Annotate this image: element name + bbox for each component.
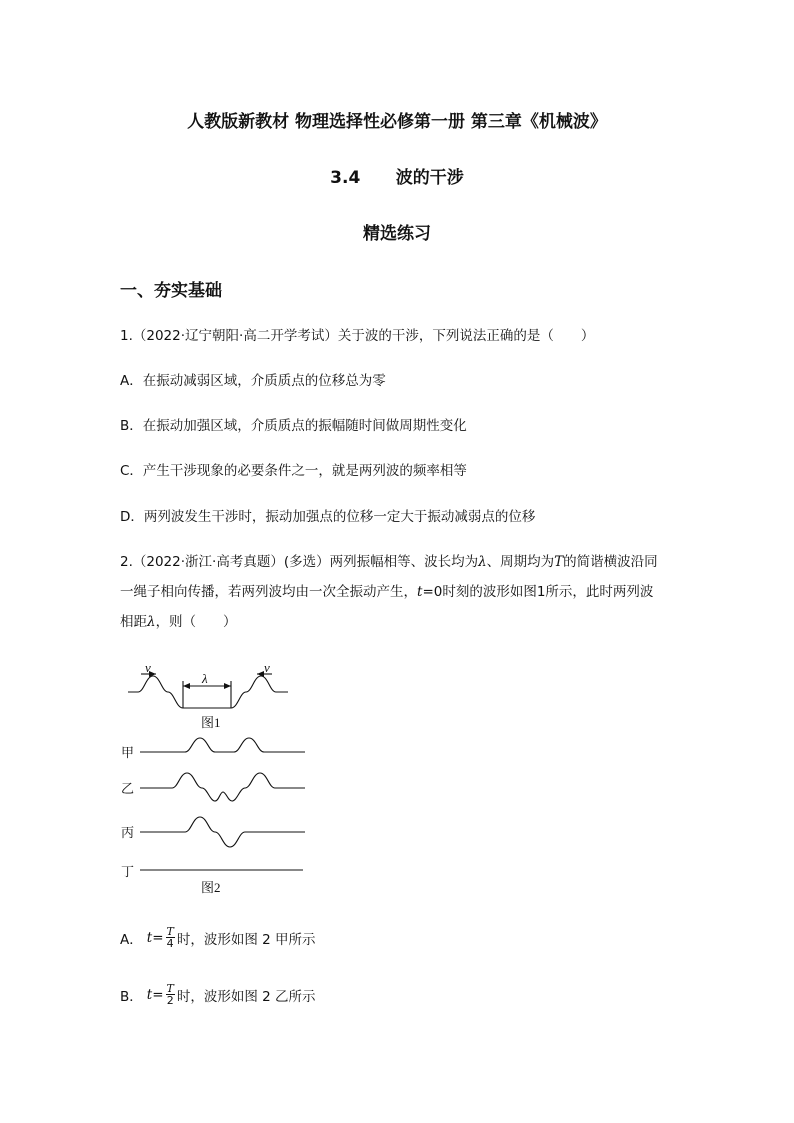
- fraction-numerator: T: [166, 925, 174, 938]
- q2-text: ，则（ ）: [155, 614, 237, 630]
- option-text: 时，波形如图 2 乙所示: [176, 988, 316, 1005]
- document-title: 人教版新教材 物理选择性必修第一册 第三章《机械波》: [187, 112, 607, 132]
- option-fraction: [166, 926, 175, 949]
- option-equals: =: [152, 986, 164, 1003]
- question-1-option-b: B．在振动加强区域，介质质点的振幅随时间做周期性变化: [120, 418, 467, 434]
- q2-lambda: λ: [478, 554, 487, 570]
- option-text: 时，波形如图 2 甲所示: [176, 931, 316, 948]
- lesson-title: 3.4 波的干涉: [330, 168, 464, 188]
- question-1-option-c: C．产生干涉现象的必要条件之一，就是两列波的频率相等: [120, 463, 467, 479]
- q2-text: 、周期均为: [486, 554, 555, 570]
- figure-2-row-label: 乙: [121, 782, 135, 797]
- q2-text: 2.（2022·浙江·高考真题）(多选）两列振幅相等、波长均为: [120, 554, 479, 570]
- q2-time: t: [417, 584, 423, 600]
- q2-text: 一绳子相向传播，若两列波均由一次全振动产生，: [120, 584, 417, 600]
- figure-2-row-label: 丙: [121, 826, 135, 841]
- q2-text: 的简谐横波沿同: [563, 554, 658, 570]
- question-2-option-b: [120, 983, 316, 1006]
- figure-1-lambda-label: λ: [202, 671, 208, 686]
- question-1-option-d: D．两列波发生干涉时，振动加强点的位移一定大于振动减弱点的位移: [120, 509, 536, 525]
- option-fraction: [166, 983, 175, 1006]
- q2-text: 相距: [120, 614, 147, 630]
- figure-2-row-label: 甲: [121, 746, 135, 761]
- q2-period: T: [554, 554, 564, 570]
- fraction-denominator: 2: [166, 994, 174, 1007]
- figure-2-row-yi-wave: [140, 773, 305, 801]
- option-prefix: A．: [120, 931, 143, 948]
- section-heading: 一、夯实基础: [120, 281, 222, 301]
- figure-2-row-bing-wave: [140, 817, 305, 847]
- fraction-numerator: T: [166, 982, 174, 995]
- fraction-denominator: 4: [166, 937, 174, 950]
- question-2-option-a: [120, 926, 316, 949]
- question-1-stem: 1.（2022·辽宁朝阳·高二开学考试）关于波的干涉，下列说法正确的是（ ）: [120, 328, 595, 344]
- figure-2-row-jia-wave: [140, 738, 305, 752]
- figure-2-row-label: 丁: [121, 865, 135, 880]
- question-1-option-a: A．在振动减弱区域，介质质点的位移总为零: [120, 373, 386, 389]
- option-time-var: t: [146, 929, 153, 946]
- option-prefix: B．: [120, 988, 143, 1005]
- q2-text: =0时刻的波形如图1所示，此时两列波: [422, 584, 654, 600]
- figure-1-waveform: [128, 676, 288, 708]
- option-time-var: t: [146, 986, 153, 1003]
- option-equals: =: [152, 929, 164, 946]
- figure-1-caption: 图1: [201, 715, 221, 730]
- exercise-subtitle: 精选练习: [363, 224, 431, 244]
- figure-1-v-left-label: v: [145, 660, 151, 675]
- q2-lambda: λ: [147, 614, 156, 630]
- figure-2-caption: 图2: [201, 880, 221, 895]
- figure-1-v-right-label: v: [264, 660, 270, 675]
